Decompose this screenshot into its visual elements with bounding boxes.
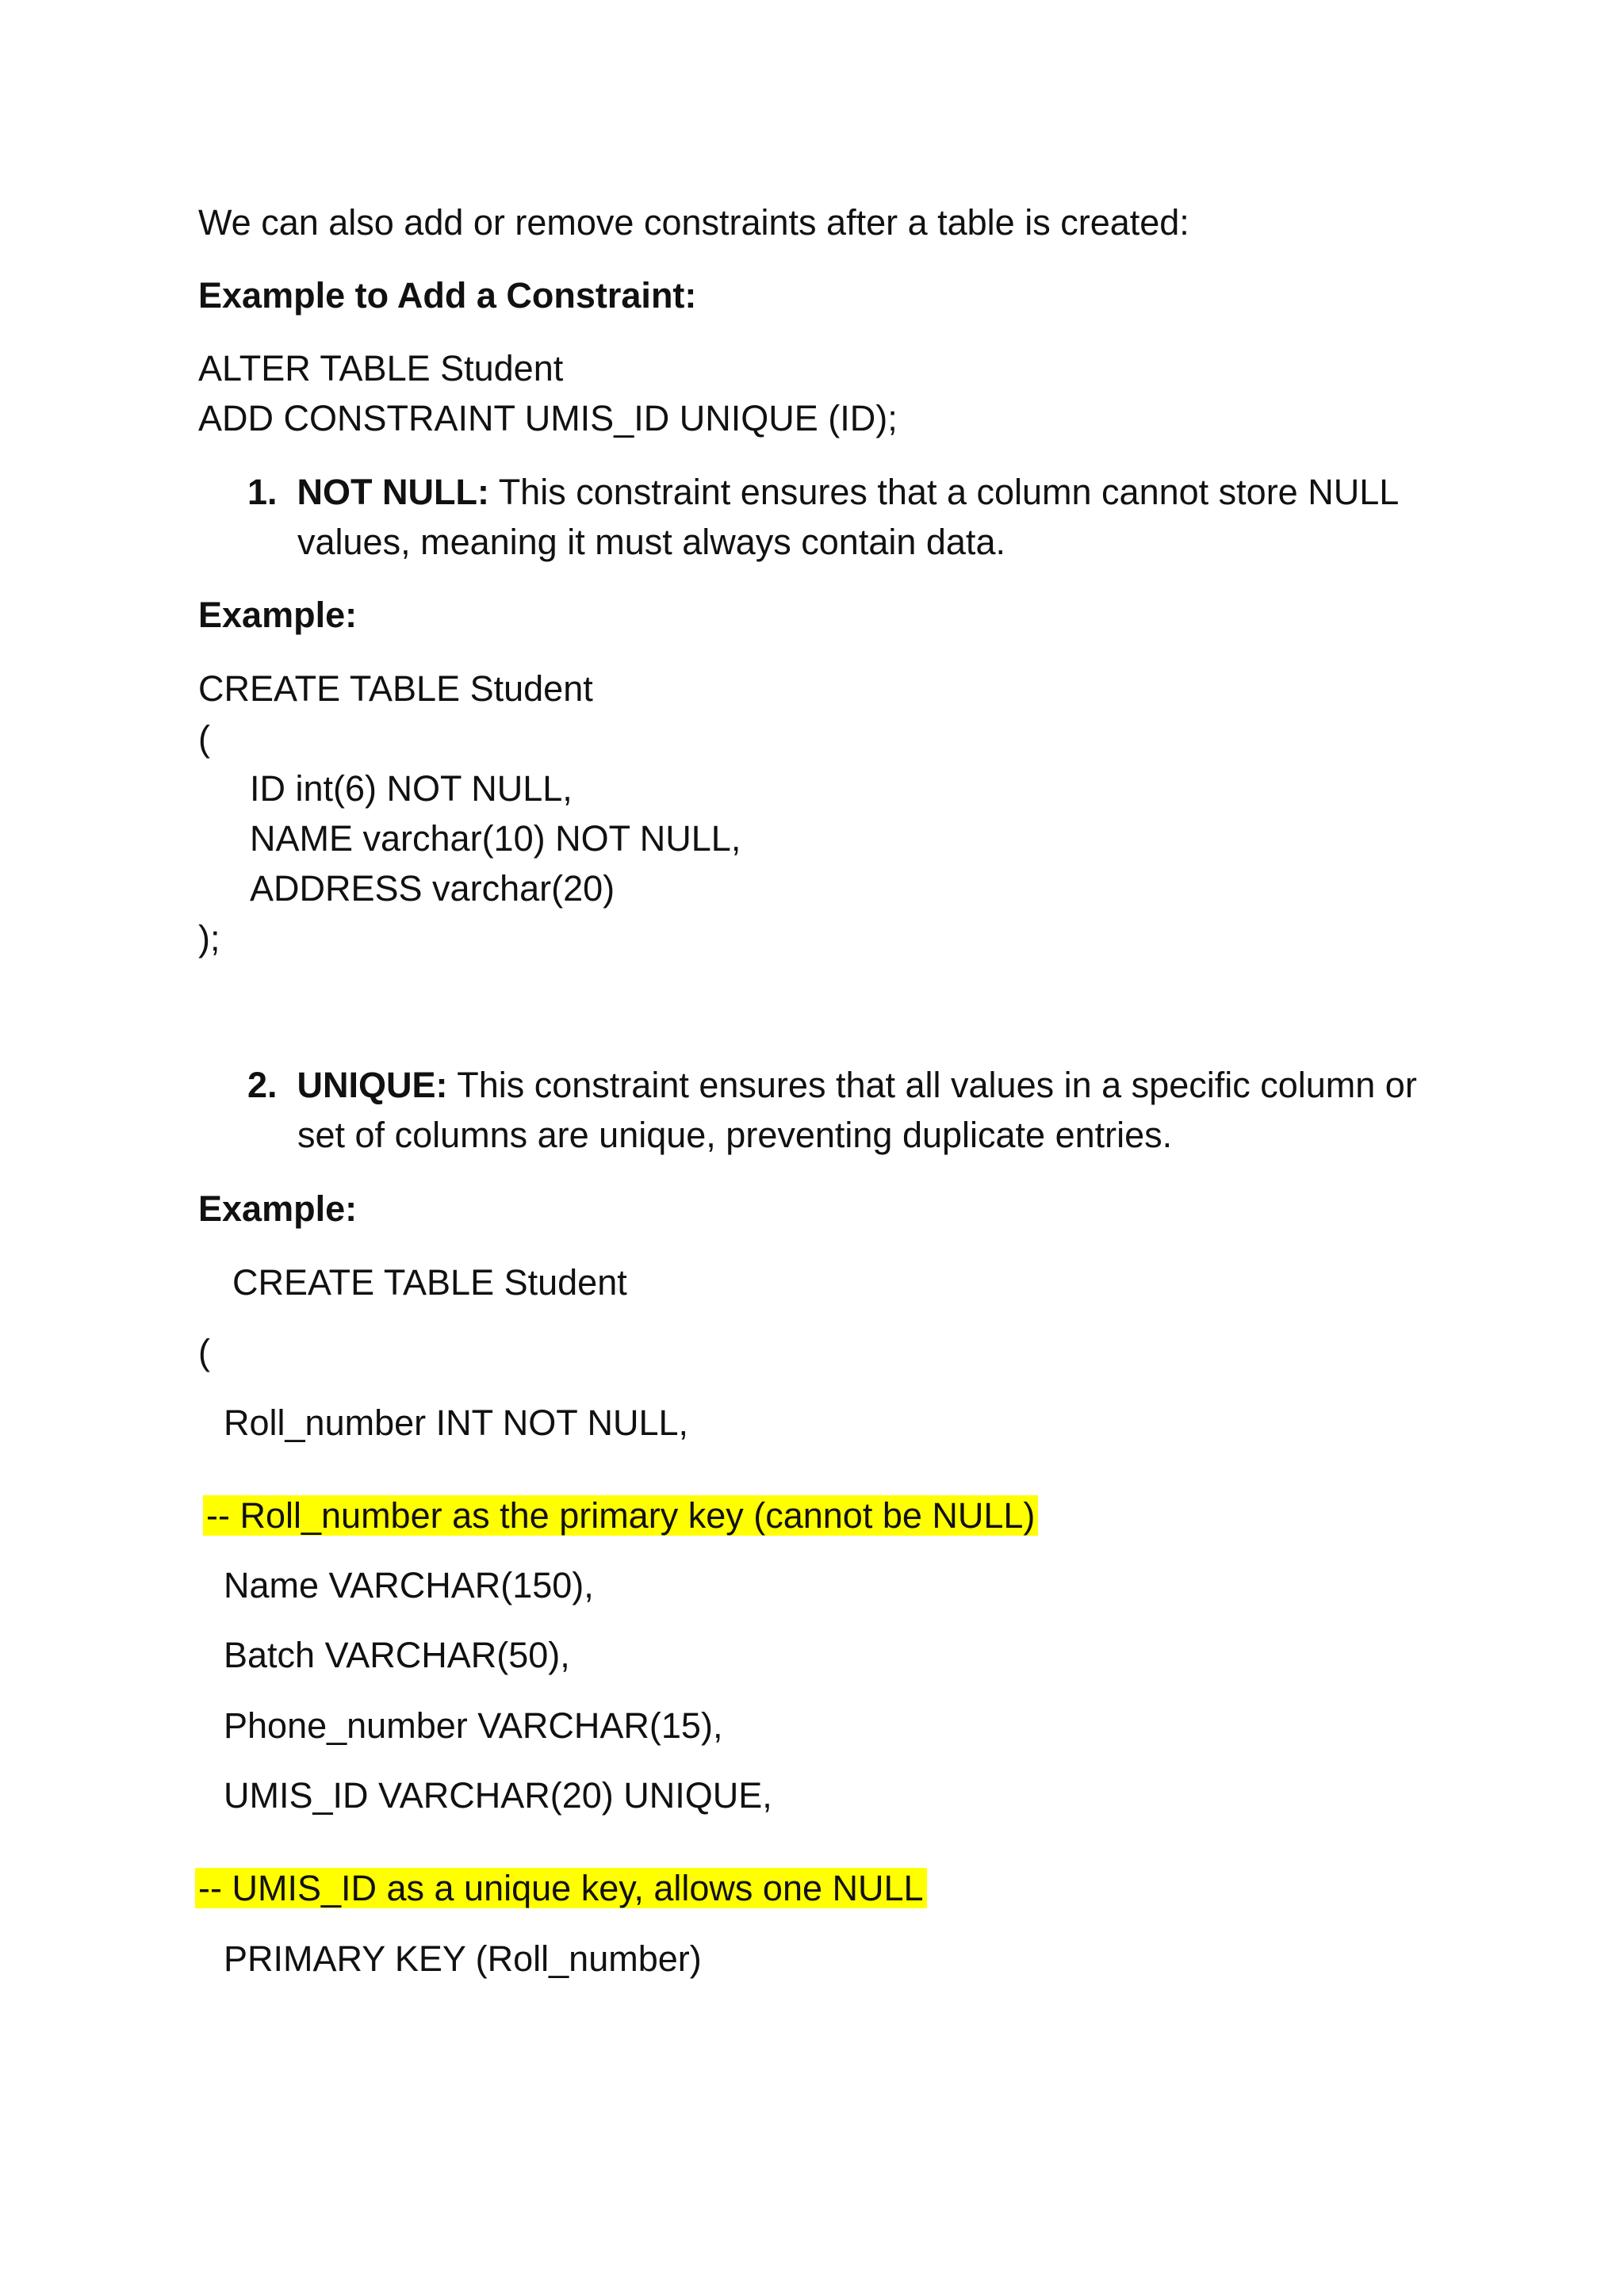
- list-item-unique: [247, 1061, 1417, 1110]
- list-text: This constraint ensures that all values in a specific column or: [447, 1065, 1417, 1105]
- code-line: (: [198, 718, 210, 759]
- highlighted-comment: [195, 1864, 927, 1913]
- highlight-umis-comment: -- UMIS_ID as a unique key, allows one NULL: [195, 1868, 927, 1908]
- example2-heading: Example:: [198, 1188, 358, 1229]
- code-line: CREATE TABLE Student: [232, 1262, 627, 1303]
- list-term: UNIQUE:: [297, 1065, 448, 1105]
- alter-code-line-1: ALTER TABLE Student: [198, 348, 564, 388]
- code-line: ID int(6) NOT NULL,: [250, 768, 573, 809]
- highlighted-comment: [203, 1491, 1038, 1540]
- intro-text: We can also add or remove constraints after a table is created:: [198, 202, 1189, 243]
- code-line: Roll_number INT NOT NULL,: [224, 1402, 689, 1443]
- list-number: 1.: [247, 472, 278, 512]
- code-line: Name VARCHAR(150),: [224, 1565, 594, 1605]
- list-term: NOT NULL:: [297, 472, 489, 512]
- add-constraint-heading: Example to Add a Constraint:: [198, 275, 697, 316]
- code-line: ADDRESS varchar(20): [250, 868, 615, 909]
- code-line: UMIS_ID VARCHAR(20) UNIQUE,: [224, 1775, 772, 1816]
- list-item-not-null: [247, 468, 1399, 517]
- list-number: 2.: [247, 1065, 278, 1105]
- alter-code-line-2: ADD CONSTRAINT UMIS_ID UNIQUE (ID);: [198, 398, 898, 438]
- code-line: PRIMARY KEY (Roll_number): [224, 1938, 702, 1979]
- code-line: CREATE TABLE Student: [198, 668, 593, 709]
- example1-heading: Example:: [198, 595, 358, 635]
- list-text: This constraint ensures that a column cannot store NULL: [489, 472, 1400, 512]
- list-item-not-null-cont: values, meaning it must always contain data.: [297, 522, 1005, 562]
- code-line: Batch VARCHAR(50),: [224, 1635, 570, 1675]
- highlight-roll-comment: -- Roll_number as the primary key (cannot be NULL): [203, 1495, 1038, 1536]
- code-line: (: [198, 1332, 210, 1372]
- code-line: NAME varchar(10) NOT NULL,: [250, 818, 741, 859]
- code-line: Phone_number VARCHAR(15),: [224, 1705, 723, 1746]
- list-item-unique-cont: set of columns are unique, preventing duplicate entries.: [297, 1115, 1173, 1155]
- code-line: );: [198, 918, 220, 959]
